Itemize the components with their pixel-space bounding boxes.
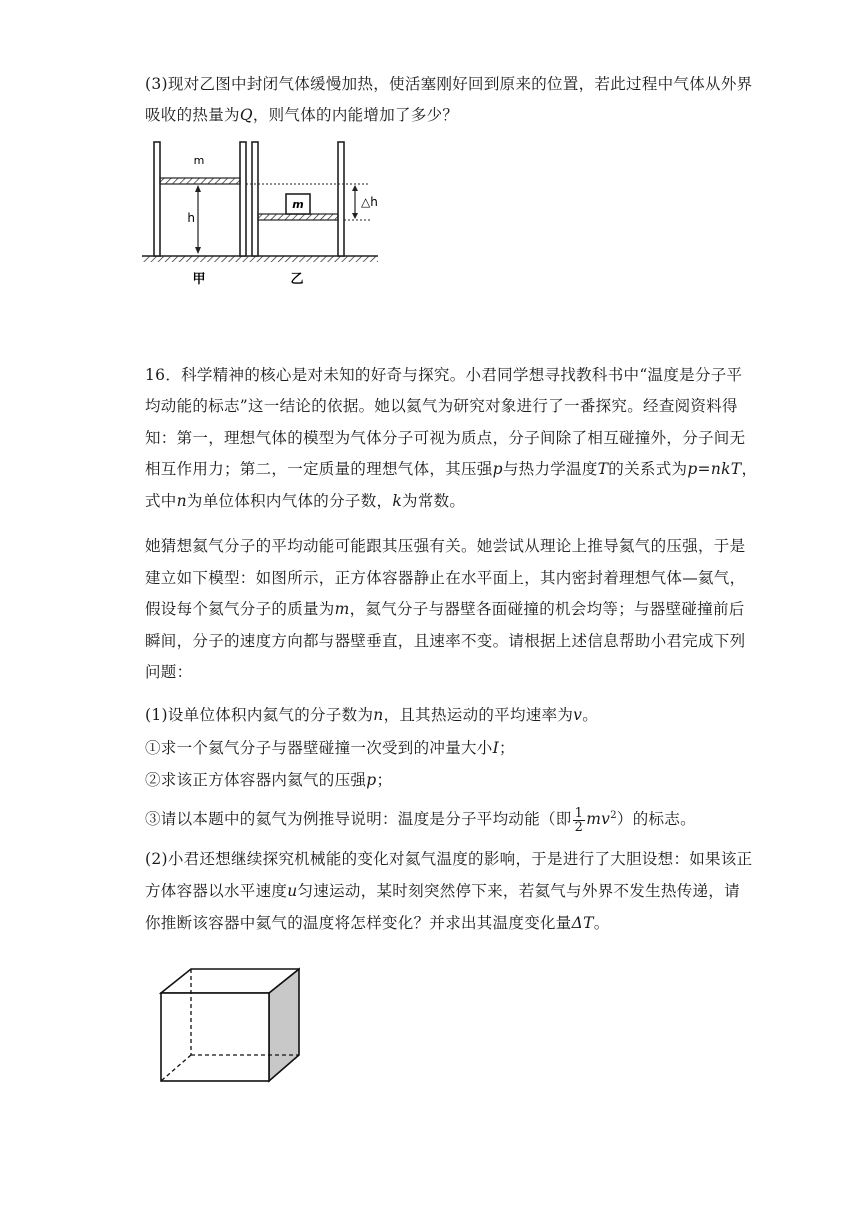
- fraction-one-half: $\frac{1}{2}$: [574, 805, 584, 835]
- q16-line2: 均动能的标志”这一结论的依据。她以氦气为研究对象进行了一番探究。经查阅资料得: [145, 397, 738, 415]
- q16-part2-line3: 你推断该容器中氦气的温度将怎样变化？并求出其温度变化量ΔT。: [145, 914, 610, 932]
- q16-part1: (1)设单位体积内氦气的分子数为n，且其热运动的平均速率为v。: [145, 706, 599, 724]
- q16-line9: 瞬间，分子的速度方向都与器壁垂直，且速率不变。请根据上述信息帮助小君完成下列: [145, 632, 746, 650]
- label-m-box: m: [292, 198, 304, 211]
- q16-line7: 建立如下模型：如图所示，正方体容器静止在水平面上，其内密封着理想气体—氦气，: [145, 569, 746, 587]
- cube-figure: [155, 965, 300, 1095]
- right-cylinder-wall-left: [252, 142, 258, 256]
- q16-line5: 式中n为单位体积内气体的分子数，k为常数。: [145, 492, 466, 510]
- q15-part3-line2: 吸收的热量为Q，则气体的内能增加了多少？: [145, 106, 459, 124]
- left-cylinder-wall-right: [240, 142, 246, 256]
- cube-front-face: [161, 993, 269, 1081]
- caption-yi: 乙: [290, 272, 304, 287]
- q16-sub1: ①求一个氦气分子与器壁碰撞一次受到的冲量大小I；: [145, 739, 515, 757]
- q16-line1: 16．科学精神的核心是对未知的好奇与探究。小君同学想寻找教科书中“温度是分子平: [145, 366, 743, 384]
- q16-part2-line2: 方体容器以水平速度u匀速运动，某时刻突然停下来，若氦气与外界不发生热传递，请: [145, 882, 740, 900]
- ground-hatch: [142, 256, 378, 262]
- label-h: h: [187, 211, 195, 225]
- left-cylinder-wall-left: [154, 142, 160, 256]
- right-cylinder-wall-right: [338, 142, 344, 256]
- caption-jia: 甲: [192, 272, 206, 287]
- label-m-left: m: [193, 154, 205, 167]
- q16-line10: 问题：: [145, 663, 193, 681]
- q16-line4: 相互作用力；第二，一定质量的理想气体，其压强p与热力学温度T的关系式为p=nkT，: [145, 460, 758, 478]
- q16-line8: 假设每个氦气分子的质量为m，氦气分子与器壁各面碰撞的机会均等；与器壁碰撞前后: [145, 600, 745, 618]
- q16-part2-line1: (2)小君还想继续探究机械能的变化对氦气温度的影响，于是进行了大胆设想：如果该正: [145, 850, 753, 868]
- right-piston: [258, 214, 338, 220]
- q16-sub2: ②求该正方体容器内氦气的压强p；: [145, 771, 393, 789]
- cylinder-figure: [140, 138, 390, 288]
- q16-line3: 知：第一，理想气体的模型为气体分子可视为质点，分子间除了相互碰撞外，分子间无: [145, 429, 746, 447]
- label-delta-h: △h: [361, 195, 378, 209]
- q16-line6: 她猜想氦气分子的平均动能可能跟其压强有关。她尝试从理论上推导氦气的压强，于是: [145, 537, 746, 555]
- q16-sub3: ③请以本题中的氦气为例推导说明：温度是分子平均动能（即 $\frac{1}{2}$ $mv^2$）的标志。: [145, 805, 696, 835]
- left-piston: [160, 178, 240, 184]
- q15-part3-line1: (3)现对乙图中封闭气体缓慢加热，使活塞刚好回到原来的位置，若此过程中气体从外界: [145, 75, 753, 93]
